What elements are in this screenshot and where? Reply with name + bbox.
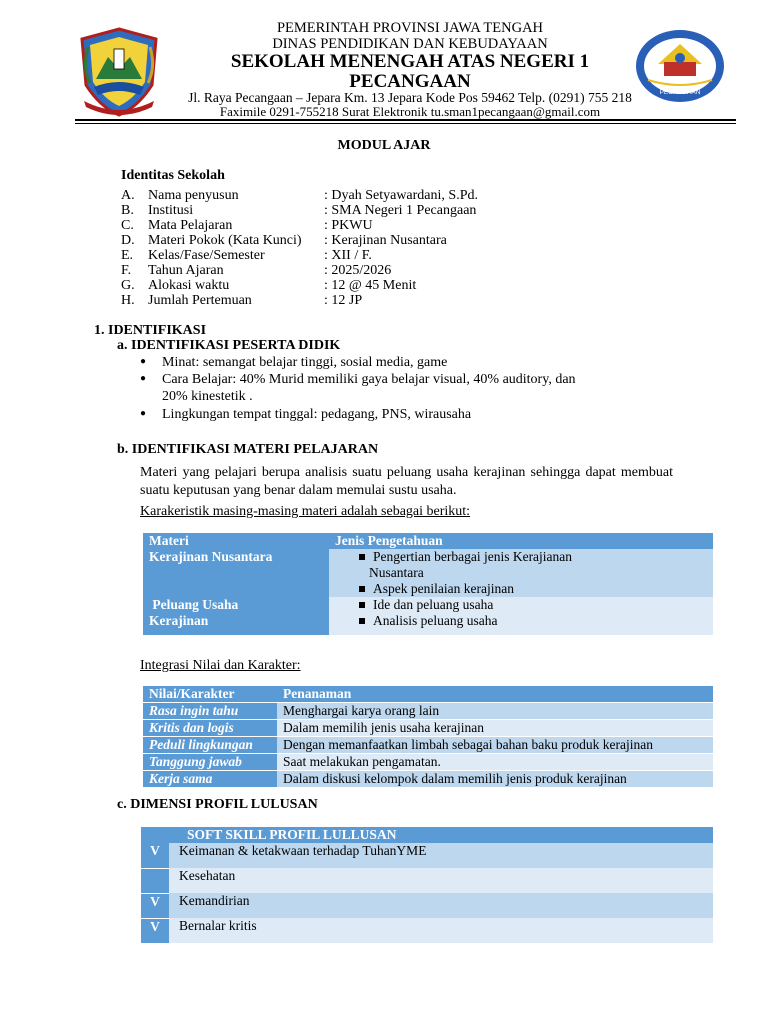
table-header: SOFT SKILL PROFIL LULLUSAN bbox=[187, 827, 397, 842]
header-department-line: DINAS PENDIDIKAN DAN KEBUDAYAAN bbox=[272, 36, 548, 52]
table-row: V Keimanan & ketakwaan terhadap TuhanYME bbox=[141, 843, 713, 868]
table-row: V Kemandirian bbox=[141, 893, 713, 918]
list-item: ● Cara Belajar: 40% Murid memiliki gaya belajar visual, 40% auditory, dan bbox=[140, 372, 576, 387]
identitas-row: G. Alokasi waktu : 12 @ 45 Menit bbox=[121, 278, 417, 293]
table-row: Tanggung jawab Saat melakukan pengamatan. bbox=[143, 754, 713, 771]
profil-lulusan-table bbox=[141, 827, 713, 943]
table-row: Pengertian berbagai jenis Kerajianan Nusantara Aspek penilaian kerajinan bbox=[329, 549, 713, 597]
identitas-row: H. Jumlah Pertemuan : 12 JP bbox=[121, 293, 363, 308]
identitas-title: Identitas Sekolah bbox=[121, 168, 225, 183]
check-mark: V bbox=[141, 918, 169, 943]
check-mark bbox=[141, 868, 169, 893]
identitas-row: E. Kelas/Fase/Semester : XII / F. bbox=[121, 248, 372, 263]
table-header: Nilai/Karakter bbox=[143, 686, 277, 703]
table-row: Peduli lingkungan Dengan memanfaatkan limbah sebagai bahan baku produk kerajinan bbox=[143, 737, 713, 754]
materi-table bbox=[143, 533, 713, 635]
table-row: V Bernalar kritis bbox=[141, 918, 713, 943]
school-address: Jl. Raya Pecangaan – Jepara Km. 13 Jepara Kode Pos 59462 Telp. (0291) 755 218 bbox=[188, 90, 632, 105]
school-location: PECANGAAN bbox=[349, 71, 471, 92]
school-logo-icon bbox=[634, 28, 726, 104]
school-contact: Faximile 0291-755218 Surat Elektronik tu.sman1pecangaan@gmail.com bbox=[219, 104, 601, 119]
identitas-row: F. Tahun Ajaran : 2025/2026 bbox=[121, 263, 392, 278]
header-rule bbox=[75, 119, 736, 121]
identitas-row: B. Institusi : SMA Negeri 1 Pecangaan bbox=[121, 203, 477, 218]
materi-description: Materi yang pelajari berupa analisis suatu peluang usaha kerajinan sehingga dapat membuat suatu keputusan yang benar dalam memulai sustu usaha. bbox=[140, 465, 673, 498]
table-row-label: Peluang Usaha Kerajinan bbox=[143, 597, 329, 635]
integrasi-title: Integrasi Nilai dan Karakter: bbox=[140, 658, 301, 673]
table-row: Kritis dan logis Dalam memilih jenis usaha kerajinan bbox=[143, 720, 713, 737]
section-identifikasi-title: 1. IDENTIFIKASI bbox=[94, 323, 207, 338]
document-title: MODUL AJAR bbox=[337, 138, 431, 153]
header-government-line: PEMERINTAH PROVINSI JAWA TENGAH bbox=[276, 20, 544, 36]
table-header: Jenis Pengetahuan bbox=[335, 533, 443, 548]
subsection-peserta-didik-title: a. IDENTIFIKASI PESERTA DIDIK bbox=[117, 338, 341, 353]
table-row: Rasa ingin tahu Menghargai karya orang lain bbox=[143, 703, 713, 720]
province-logo-icon bbox=[78, 27, 160, 117]
list-item: ● Lingkungan tempat tinggal: pedagang, PNS, wirausaha bbox=[140, 407, 472, 422]
list-item: ● Minat: semangat belajar tinggi, sosial media, game bbox=[140, 355, 448, 370]
check-mark: V bbox=[141, 843, 169, 868]
nilai-karakter-table bbox=[143, 686, 713, 787]
school-name: SEKOLAH MENENGAH ATAS NEGERI 1 bbox=[230, 51, 590, 72]
table-header: Materi bbox=[149, 533, 189, 548]
identitas-row: A. Nama penyusun : Dyah Setyawardani, S.Pd. bbox=[121, 188, 478, 203]
check-mark: V bbox=[141, 893, 169, 918]
list-item-continued: 20% kinestetik . bbox=[162, 389, 253, 404]
table-row: Kesehatan bbox=[141, 868, 713, 893]
identitas-row: D. Materi Pokok (Kata Kunci) : Kerajinan Nusantara bbox=[121, 233, 447, 248]
table-header: Penanaman bbox=[277, 686, 713, 703]
table-row: Kerja sama Dalam diskusi kelompok dalam memilih jenis produk kerajinan bbox=[143, 771, 713, 788]
table-row-label: Kerajinan Nusantara bbox=[143, 549, 329, 597]
table-row: Ide dan peluang usaha Analisis peluang usaha bbox=[329, 597, 713, 635]
materi-karakteristik-label: Karakeristik masing-masing materi adalah sebagai berikut: bbox=[140, 504, 471, 519]
identitas-row: C. Mata Pelajaran : PKWU bbox=[121, 218, 373, 233]
header-rule-thin bbox=[75, 123, 736, 124]
logo-text: PECANGAAN bbox=[659, 89, 701, 96]
subsection-profil-title: c. DIMENSI PROFIL LULUSAN bbox=[117, 797, 318, 812]
subsection-materi-title: b. IDENTIFIKASI MATERI PELAJARAN bbox=[117, 442, 379, 457]
